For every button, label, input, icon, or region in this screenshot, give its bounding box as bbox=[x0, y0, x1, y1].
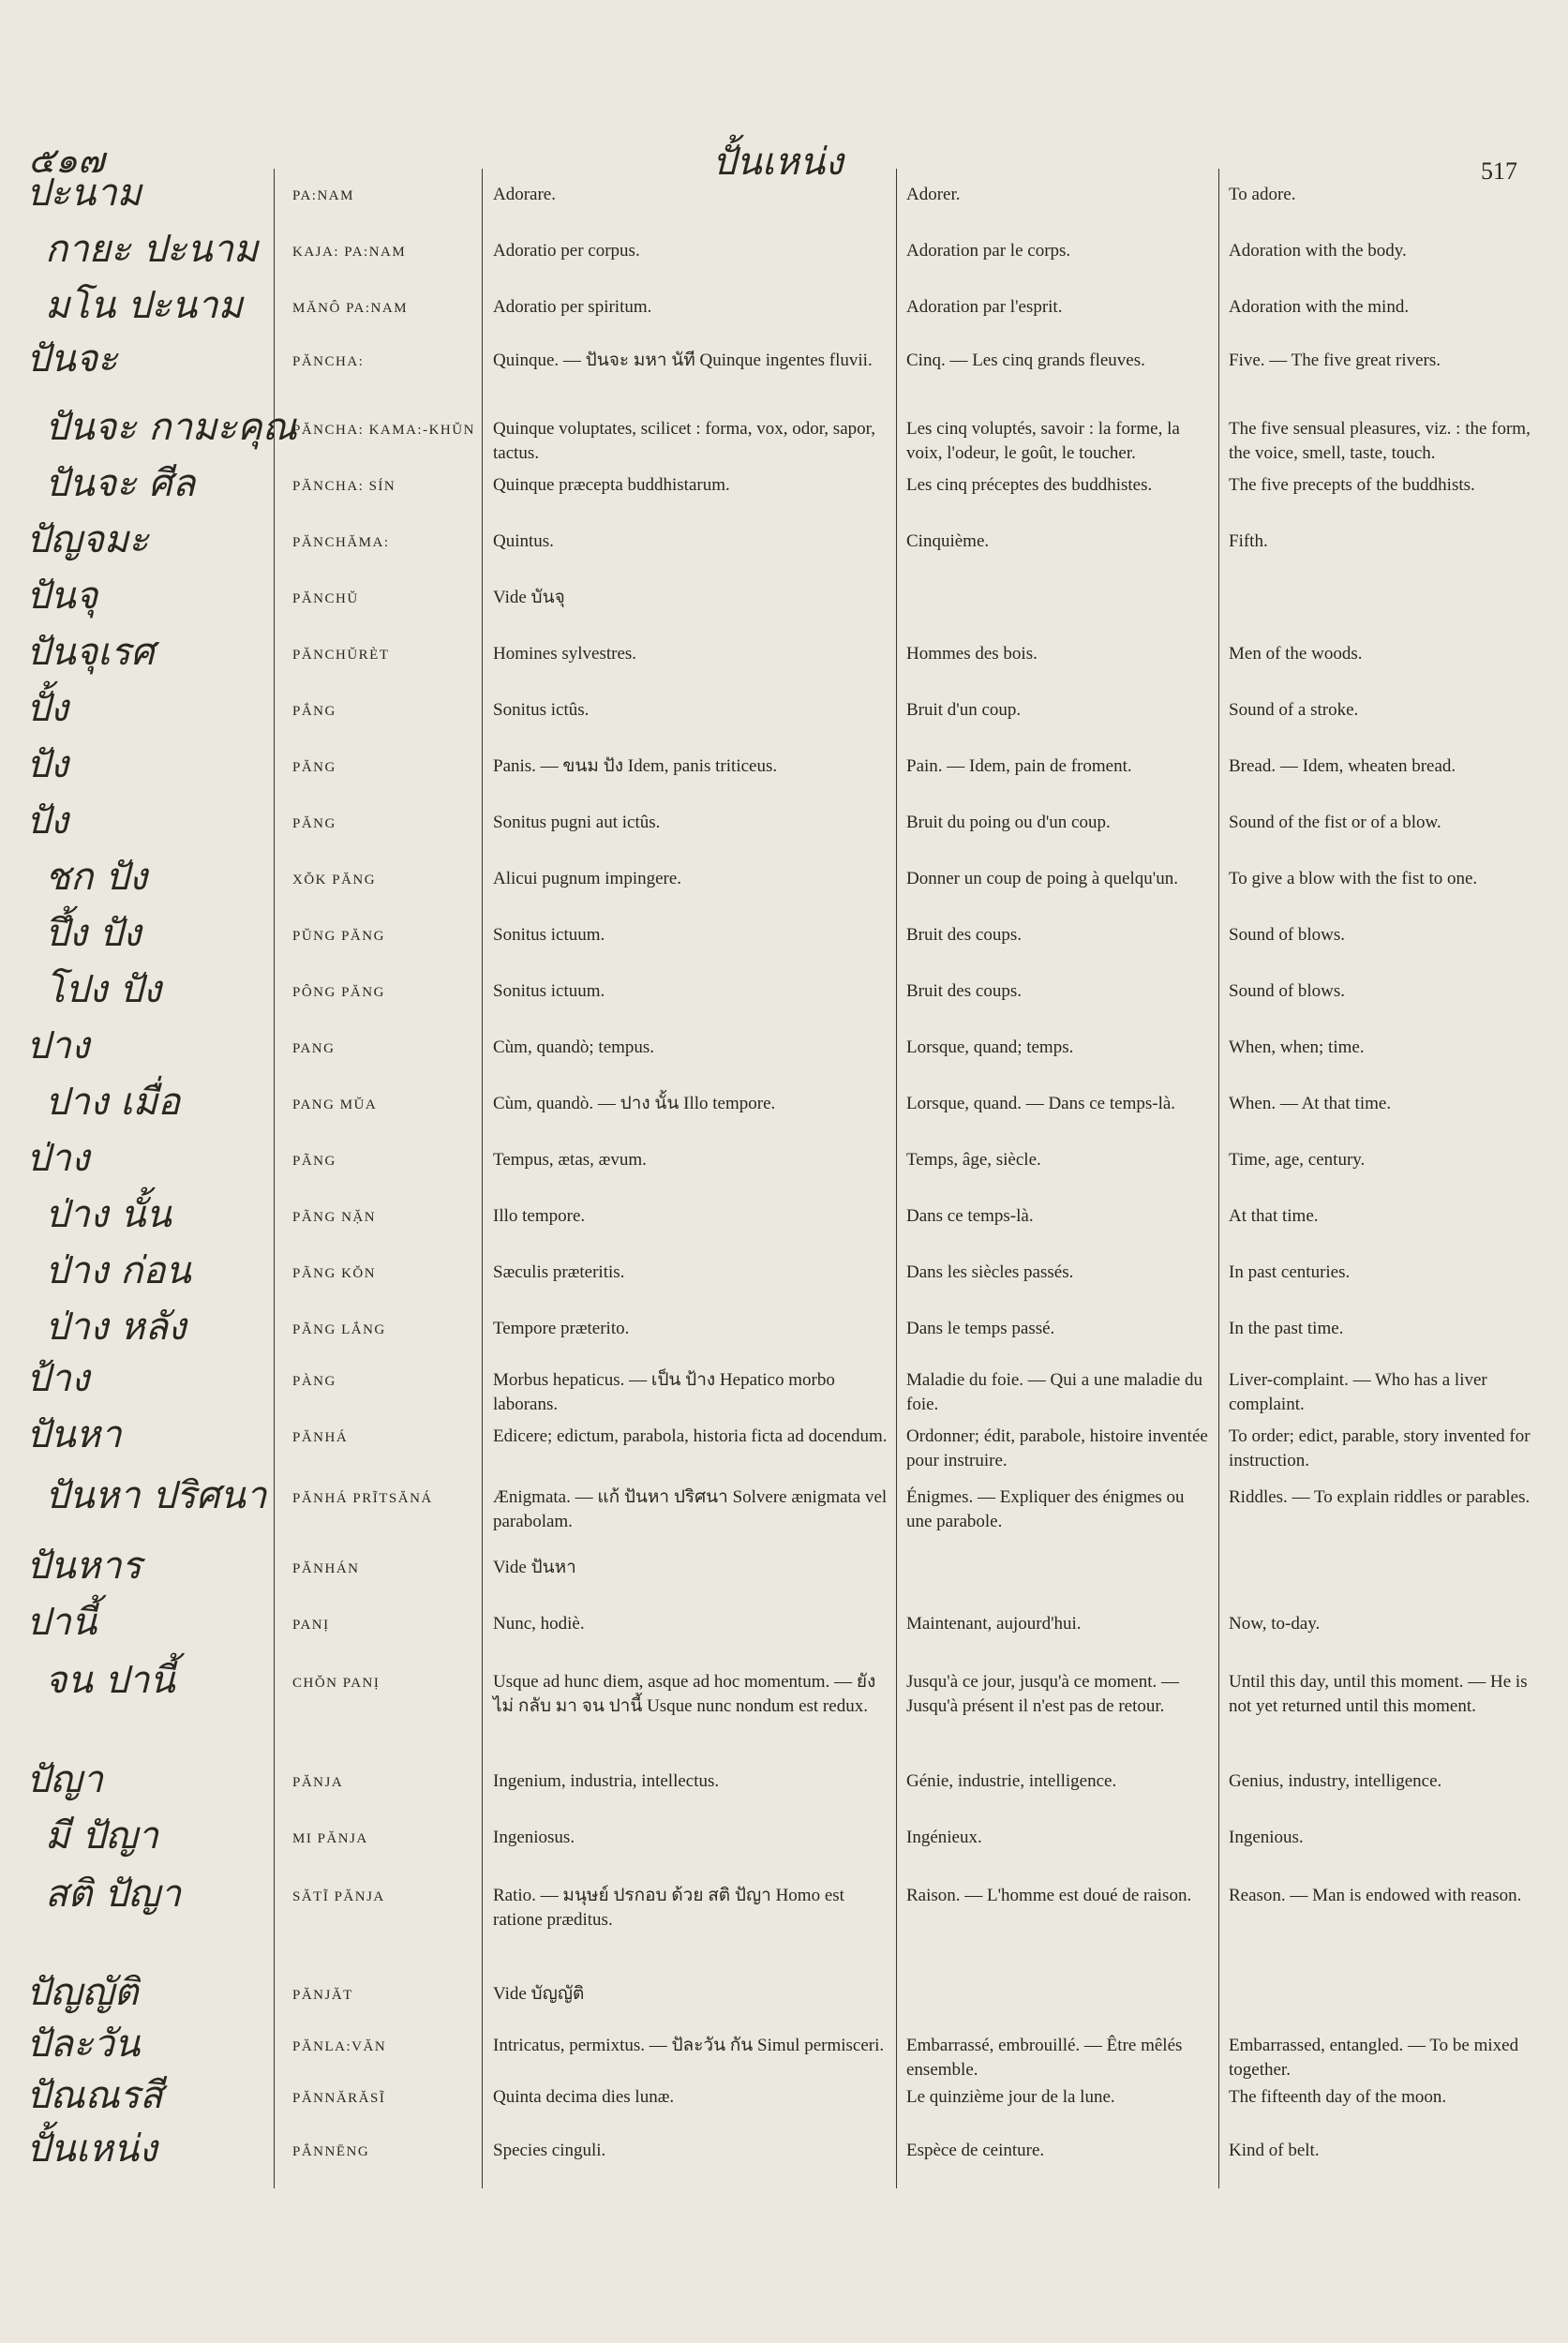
entry-thai: ปัง bbox=[26, 743, 68, 786]
entry-latin: Ratio. — มนุษย์ ปรกอบ ด้วย สติ ปัญา Homo est ratione præditus. bbox=[493, 1886, 844, 1930]
entry-english: Time, age, century. bbox=[1229, 1150, 1366, 1170]
entry-romanization: PĂNJA bbox=[292, 1775, 344, 1790]
entry-latin: Morbus hepaticus. — เป็น ป้าง Hepatico morbo laborans. bbox=[493, 1370, 835, 1414]
entry-thai: ปานี้ bbox=[26, 1601, 97, 1644]
entry-french: Lorsque, quand; temps. bbox=[906, 1037, 1074, 1057]
entry-thai: ปะนาม bbox=[26, 172, 142, 215]
entry-french: Pain. — Idem, pain de froment. bbox=[906, 756, 1132, 776]
entry-french: Bruit des coups. bbox=[906, 981, 1022, 1001]
entry-thai: ปัละวัน bbox=[26, 2022, 141, 2066]
column-rule bbox=[482, 169, 483, 2188]
entry-thai: ปัญา bbox=[26, 1758, 103, 1801]
entry-english: To order; edict, parable, story invented for instruction. bbox=[1229, 1426, 1531, 1470]
entry-romanization: PÃNG KŎN bbox=[292, 1266, 377, 1281]
running-head: ปั้นเหน่ง bbox=[712, 141, 844, 184]
entry-english: Liver-complaint. — Who has a liver complaint. bbox=[1229, 1370, 1487, 1414]
entry-latin: Sonitus ictuum. bbox=[493, 981, 605, 1001]
entry-romanization: PẮNNĒNG bbox=[292, 2144, 370, 2159]
entry-romanization: PĂNCHA: KAMA:-KHŬN bbox=[292, 423, 475, 438]
entry-latin: Cùm, quandò; tempus. bbox=[493, 1037, 655, 1057]
entry-thai: ปัง bbox=[26, 799, 68, 843]
entry-french: Bruit des coups. bbox=[906, 925, 1022, 945]
entry-french: Énigmes. — Expliquer des énigmes ou une parabole. bbox=[906, 1487, 1185, 1531]
entry-romanization: PĂNCHA: bbox=[292, 354, 365, 369]
entry-romanization: PÃNG bbox=[292, 1154, 336, 1169]
entry-romanization: PĂNG bbox=[292, 816, 336, 831]
entry-thai: ปันหา ปริศนา bbox=[45, 1474, 267, 1517]
entry-latin: Ænigmata. — แก้ ปันหา ปริศนา Solvere ænigmata vel parabolam. bbox=[493, 1487, 888, 1531]
entry-french: Adorer. bbox=[906, 185, 961, 204]
entry-thai: ชก ปัง bbox=[45, 856, 148, 899]
entry-latin: Quinque. — ปันจะ มหา นัที Quinque ingentes fluvii. bbox=[493, 351, 873, 370]
entry-french: Les cinq voluptés, savoir : la forme, la voix, l'odeur, le goût, le toucher. bbox=[906, 419, 1180, 463]
column-rule bbox=[1218, 169, 1219, 2188]
entry-thai: ปันจะ กามะคุณ bbox=[45, 406, 297, 449]
column-rule bbox=[274, 169, 275, 2188]
entry-romanization: PANỊ bbox=[292, 1618, 330, 1633]
entry-latin: Intricatus, permixtus. — ปัละวัน กัน Simul permisceri. bbox=[493, 2036, 885, 2055]
entry-latin: Sonitus ictuum. bbox=[493, 925, 605, 945]
entry-romanization: CHŎN PANỊ bbox=[292, 1676, 381, 1691]
entry-french: Embarrassé, embrouillé. — Être mêlés ensemble. bbox=[906, 2036, 1183, 2080]
entry-french: Dans ce temps-là. bbox=[906, 1206, 1034, 1226]
entry-french: Génie, industrie, intelligence. bbox=[906, 1771, 1117, 1791]
entry-french: Ingénieux. bbox=[906, 1828, 982, 1847]
entry-romanization: PĂNG bbox=[292, 760, 336, 775]
entry-french: Les cinq préceptes des buddhistes. bbox=[906, 475, 1153, 495]
entry-thai: ปาง เมื่อ bbox=[45, 1081, 181, 1124]
entry-romanization: PẮNG bbox=[292, 704, 336, 719]
entry-english: Adoration with the mind. bbox=[1229, 297, 1410, 317]
entry-latin: Quinque voluptates, scilicet : forma, vox, odor, sapor, tactus. bbox=[493, 419, 875, 463]
entry-french: Adoration par le corps. bbox=[906, 241, 1071, 261]
entry-thai: ป่าง bbox=[26, 1137, 90, 1180]
entry-romanization: MI PĂNJA bbox=[292, 1831, 368, 1846]
entry-romanization: PĂNJĂT bbox=[292, 1988, 353, 2003]
entry-latin: Usque ad hunc diem, asque ad hoc momentum. — ยัง ไม่ กลับ มา จน ปานี้ Usque nunc nondum est redux. bbox=[493, 1672, 876, 1716]
entry-french: Cinquième. bbox=[906, 531, 990, 551]
entry-latin: Cùm, quandò. — ปาง นั้น Illo tempore. bbox=[493, 1094, 776, 1113]
entry-english: Men of the woods. bbox=[1229, 644, 1363, 664]
entry-french: Maintenant, aujourd'hui. bbox=[906, 1614, 1082, 1634]
entry-english: Kind of belt. bbox=[1229, 2141, 1320, 2160]
entry-romanization: PĂNCHŬ bbox=[292, 591, 359, 606]
entry-english: Riddles. — To explain riddles or parables. bbox=[1229, 1487, 1531, 1507]
entry-english: Sound of the fist or of a blow. bbox=[1229, 813, 1441, 832]
entry-latin: Quinque præcepta buddhistarum. bbox=[493, 475, 730, 495]
entry-latin: Ingeniosus. bbox=[493, 1828, 575, 1847]
entry-thai: จน ปานี้ bbox=[45, 1659, 175, 1702]
entry-romanization: PÀNG bbox=[292, 1374, 336, 1389]
entry-thai: ปั้ง bbox=[26, 687, 68, 730]
entry-thai: ปันหาร bbox=[26, 1545, 142, 1588]
entry-thai: กายะ ปะนาม bbox=[45, 228, 259, 271]
entry-latin: Sonitus ictûs. bbox=[493, 700, 590, 720]
entry-french: Dans le temps passé. bbox=[906, 1319, 1055, 1338]
entry-romanization: PĂNCHŬRÈT bbox=[292, 648, 390, 663]
entry-english: The fifteenth day of the moon. bbox=[1229, 2087, 1447, 2107]
entry-english: The five precepts of the buddhists. bbox=[1229, 475, 1475, 495]
entry-latin: Edicere; edictum, parabola, historia ficta ad docendum. bbox=[493, 1426, 888, 1446]
entry-thai: ปึ้ง ปัง bbox=[45, 912, 142, 955]
entry-latin: Panis. — ขนม ปัง Idem, panis triticeus. bbox=[493, 756, 778, 776]
page-number: 517 bbox=[1481, 157, 1517, 185]
entry-latin: Quinta decima dies lunæ. bbox=[493, 2087, 675, 2107]
entry-romanization: PĂNCHA: SÍN bbox=[292, 479, 396, 494]
entry-french: Hommes des bois. bbox=[906, 644, 1038, 664]
entry-thai: ปัญญัติ bbox=[26, 1971, 139, 2014]
entry-english: Adoration with the body. bbox=[1229, 241, 1407, 261]
entry-latin: Nunc, hodiè. bbox=[493, 1614, 585, 1634]
entry-latin: Adoratio per spiritum. bbox=[493, 297, 652, 317]
entry-thai: สติ ปัญา bbox=[45, 1873, 182, 1916]
entry-thai: มโน ปะนาม bbox=[45, 284, 243, 327]
entry-english: Fifth. bbox=[1229, 531, 1268, 551]
entry-latin: Species cinguli. bbox=[493, 2141, 606, 2160]
entry-thai: ปั้นเหน่ง bbox=[26, 2127, 157, 2171]
entry-english: When. — At that time. bbox=[1229, 1094, 1392, 1113]
entry-english: When, when; time. bbox=[1229, 1037, 1365, 1057]
entry-thai: ป้าง bbox=[26, 1357, 90, 1400]
entry-english: Now, to-day. bbox=[1229, 1614, 1321, 1634]
entry-french: Raison. — L'homme est doué de raison. bbox=[906, 1886, 1192, 1905]
entry-latin: Ingenium, industria, intellectus. bbox=[493, 1771, 720, 1791]
entry-french: Espèce de ceinture. bbox=[906, 2141, 1045, 2160]
entry-thai: ปันจุเรศ bbox=[26, 631, 155, 674]
entry-french: Maladie du foie. — Qui a une maladie du foie. bbox=[906, 1370, 1203, 1414]
entry-thai: ปัณณรสี bbox=[26, 2074, 163, 2117]
entry-thai: ป่าง ก่อน bbox=[45, 1249, 191, 1292]
entry-english: In past centuries. bbox=[1229, 1262, 1351, 1282]
entry-thai: ปันจะ bbox=[26, 337, 118, 381]
entry-french: Ordonner; édit, parabole, histoire inventée pour instruire. bbox=[906, 1426, 1208, 1470]
entry-romanization: PÃNG LẮNG bbox=[292, 1322, 386, 1337]
entry-thai: ปันจุ bbox=[26, 575, 98, 618]
entry-thai: ปาง bbox=[26, 1024, 90, 1067]
entry-french: Bruit d'un coup. bbox=[906, 700, 1022, 720]
entry-thai: มี ปัญา bbox=[45, 1814, 159, 1858]
entry-french: Cinq. — Les cinq grands fleuves. bbox=[906, 351, 1145, 370]
entry-english: In the past time. bbox=[1229, 1319, 1344, 1338]
thai-page-number: ๕๑๗ bbox=[28, 140, 105, 181]
entry-english: Sound of blows. bbox=[1229, 981, 1346, 1001]
entry-english: Ingenious. bbox=[1229, 1828, 1304, 1847]
entry-french: Le quinzième jour de la lune. bbox=[906, 2087, 1115, 2107]
entry-english: Sound of a stroke. bbox=[1229, 700, 1359, 720]
entry-romanization: PA:NAM bbox=[292, 188, 354, 203]
entry-romanization: PĂNHÁ bbox=[292, 1430, 349, 1445]
entry-latin: Adorare. bbox=[493, 185, 556, 204]
entry-romanization: PANG bbox=[292, 1041, 336, 1056]
entry-french: Adoration par l'esprit. bbox=[906, 297, 1063, 317]
entry-romanization: PŬNG PĂNG bbox=[292, 929, 385, 944]
entry-latin: Alicui pugnum impingere. bbox=[493, 869, 682, 888]
entry-english: Bread. — Idem, wheaten bread. bbox=[1229, 756, 1456, 776]
entry-french: Temps, âge, siècle. bbox=[906, 1150, 1041, 1170]
entry-romanization: PĂNHÁN bbox=[292, 1561, 360, 1576]
entry-thai: ปันจะ ศีล bbox=[45, 462, 196, 505]
entry-french: Dans les siècles passés. bbox=[906, 1262, 1074, 1282]
entry-latin: Sæculis præteritis. bbox=[493, 1262, 625, 1282]
entry-english: Embarrassed, entangled. — To be mixed together. bbox=[1229, 2036, 1519, 2080]
entry-romanization: PÃNG NẶN bbox=[292, 1210, 377, 1225]
entry-thai: โปง ปัง bbox=[45, 968, 162, 1011]
entry-english: To give a blow with the fist to one. bbox=[1229, 869, 1478, 888]
entry-latin: Tempore præterito. bbox=[493, 1319, 630, 1338]
entry-latin: Quintus. bbox=[493, 531, 554, 551]
entry-english: Five. — The five great rivers. bbox=[1229, 351, 1441, 370]
entry-thai: ปัญจมะ bbox=[26, 518, 149, 561]
entry-english: The five sensual pleasures, viz. : the form, the voice, smell, taste, touch. bbox=[1229, 419, 1531, 463]
entry-english: Sound of blows. bbox=[1229, 925, 1346, 945]
entry-romanization: PĂNLA:VĂN bbox=[292, 2039, 387, 2054]
entry-thai: ป่าง หลัง bbox=[45, 1306, 187, 1349]
entry-english: Reason. — Man is endowed with reason. bbox=[1229, 1886, 1522, 1905]
column-rule bbox=[896, 169, 897, 2188]
entry-latin: Sonitus pugni aut ictûs. bbox=[493, 813, 661, 832]
entry-english: At that time. bbox=[1229, 1206, 1319, 1226]
entry-romanization: PĂNHÁ PRĨTSĂNÁ bbox=[292, 1491, 433, 1506]
entry-latin: Vide ปันหา bbox=[493, 1558, 576, 1577]
entry-romanization: MĂNÔ PA:NAM bbox=[292, 301, 409, 316]
entry-french: Jusqu'à ce jour, jusqu'à ce moment. — Jusqu'à présent il n'est pas de retour. bbox=[906, 1672, 1180, 1716]
entry-french: Donner un coup de poing à quelqu'un. bbox=[906, 869, 1178, 888]
entry-latin: Vide บัญญัติ bbox=[493, 1984, 585, 2004]
entry-latin: Vide บันจุ bbox=[493, 588, 565, 607]
entry-french: Bruit du poing ou d'un coup. bbox=[906, 813, 1111, 832]
entry-latin: Illo tempore. bbox=[493, 1206, 586, 1226]
entry-latin: Homines sylvestres. bbox=[493, 644, 637, 664]
entry-romanization: KAJA: PA:NAM bbox=[292, 245, 407, 260]
entry-latin: Tempus, ætas, ævum. bbox=[493, 1150, 647, 1170]
entry-romanization: SĂTĨ PĂNJA bbox=[292, 1889, 385, 1904]
entry-romanization: PANG MŬA bbox=[292, 1097, 378, 1112]
entry-thai: ปันหา bbox=[26, 1413, 122, 1456]
entry-english: To adore. bbox=[1229, 185, 1296, 204]
entry-english: Until this day, until this moment. — He is not yet returned until this moment. bbox=[1229, 1672, 1528, 1716]
entry-romanization: XŎK PĂNG bbox=[292, 873, 377, 888]
entry-latin: Adoratio per corpus. bbox=[493, 241, 640, 261]
entry-english: Genius, industry, intelligence. bbox=[1229, 1771, 1442, 1791]
entry-romanization: PÔNG PĂNG bbox=[292, 985, 385, 1000]
entry-thai: ป่าง นั้น bbox=[45, 1193, 172, 1236]
entry-romanization: PĂNCHĂMA: bbox=[292, 535, 390, 550]
entry-french: Lorsque, quand. — Dans ce temps-là. bbox=[906, 1094, 1176, 1113]
entry-romanization: PĂNNĂRĂSĨ bbox=[292, 2091, 386, 2106]
